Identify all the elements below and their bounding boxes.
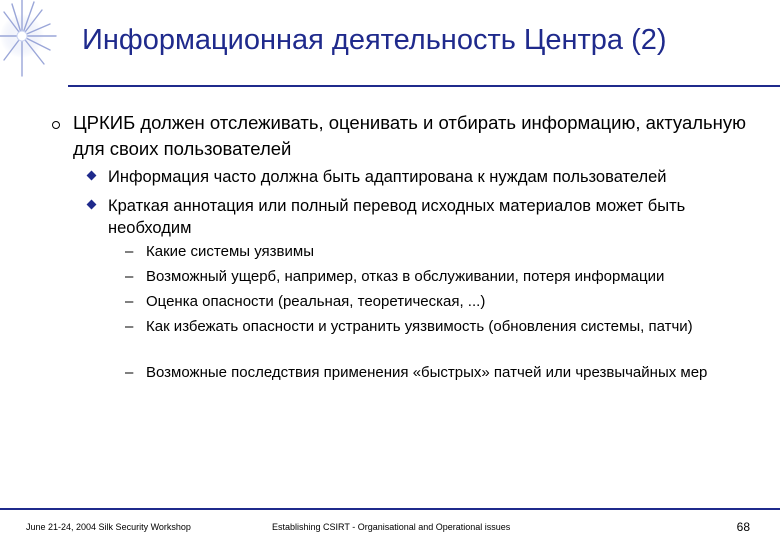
slide-title: Информационная деятельность Центра (2) [82, 24, 667, 56]
level1-bullet-text: ЦРКИБ должен отслеживать, оценивать и отбирать информацию, актуальную для своих пользователей [73, 112, 747, 159]
level2-bullet-text: Информация часто должна быть адаптирована к нуждам пользователей [108, 168, 667, 186]
dash-bullet: – [125, 318, 134, 335]
dash-bullet: – [125, 364, 134, 381]
level3-bullet-text: Возможные последствия применения «быстрых» патчей или чрезвычайных мер [146, 364, 708, 381]
level3-bullet-text: Возможный ущерб, например, отказ в обслуживании, потеря информации [146, 268, 665, 285]
level3-bullet-text: Как избежать опасности и устранить уязвимость (обновления системы, патчи) [146, 318, 693, 335]
dash-bullet: – [125, 268, 134, 285]
footer-title: Establishing CSIRT - Organisational and Operational issues [272, 522, 511, 532]
page-number: 68 [736, 520, 750, 534]
title-divider [68, 85, 780, 87]
level3-bullet-text: Какие системы уязвимы [146, 243, 314, 260]
footer-event: June 21-24, 2004 Silk Security Workshop [26, 522, 191, 532]
circle-bullet-icon [52, 121, 60, 129]
diamond-bullet-icon [87, 200, 97, 210]
dash-bullet: – [125, 243, 134, 260]
dash-bullet: – [125, 293, 134, 310]
level3-bullet-text: Оценка опасности (реальная, теоретическая, ...) [146, 293, 486, 310]
diamond-bullet-icon [87, 171, 97, 181]
footer-divider [0, 508, 780, 510]
level2-bullet-text: Краткая аннотация или полный перевод исходных материалов может быть необходим [108, 197, 686, 237]
starburst-icon [0, 0, 80, 80]
